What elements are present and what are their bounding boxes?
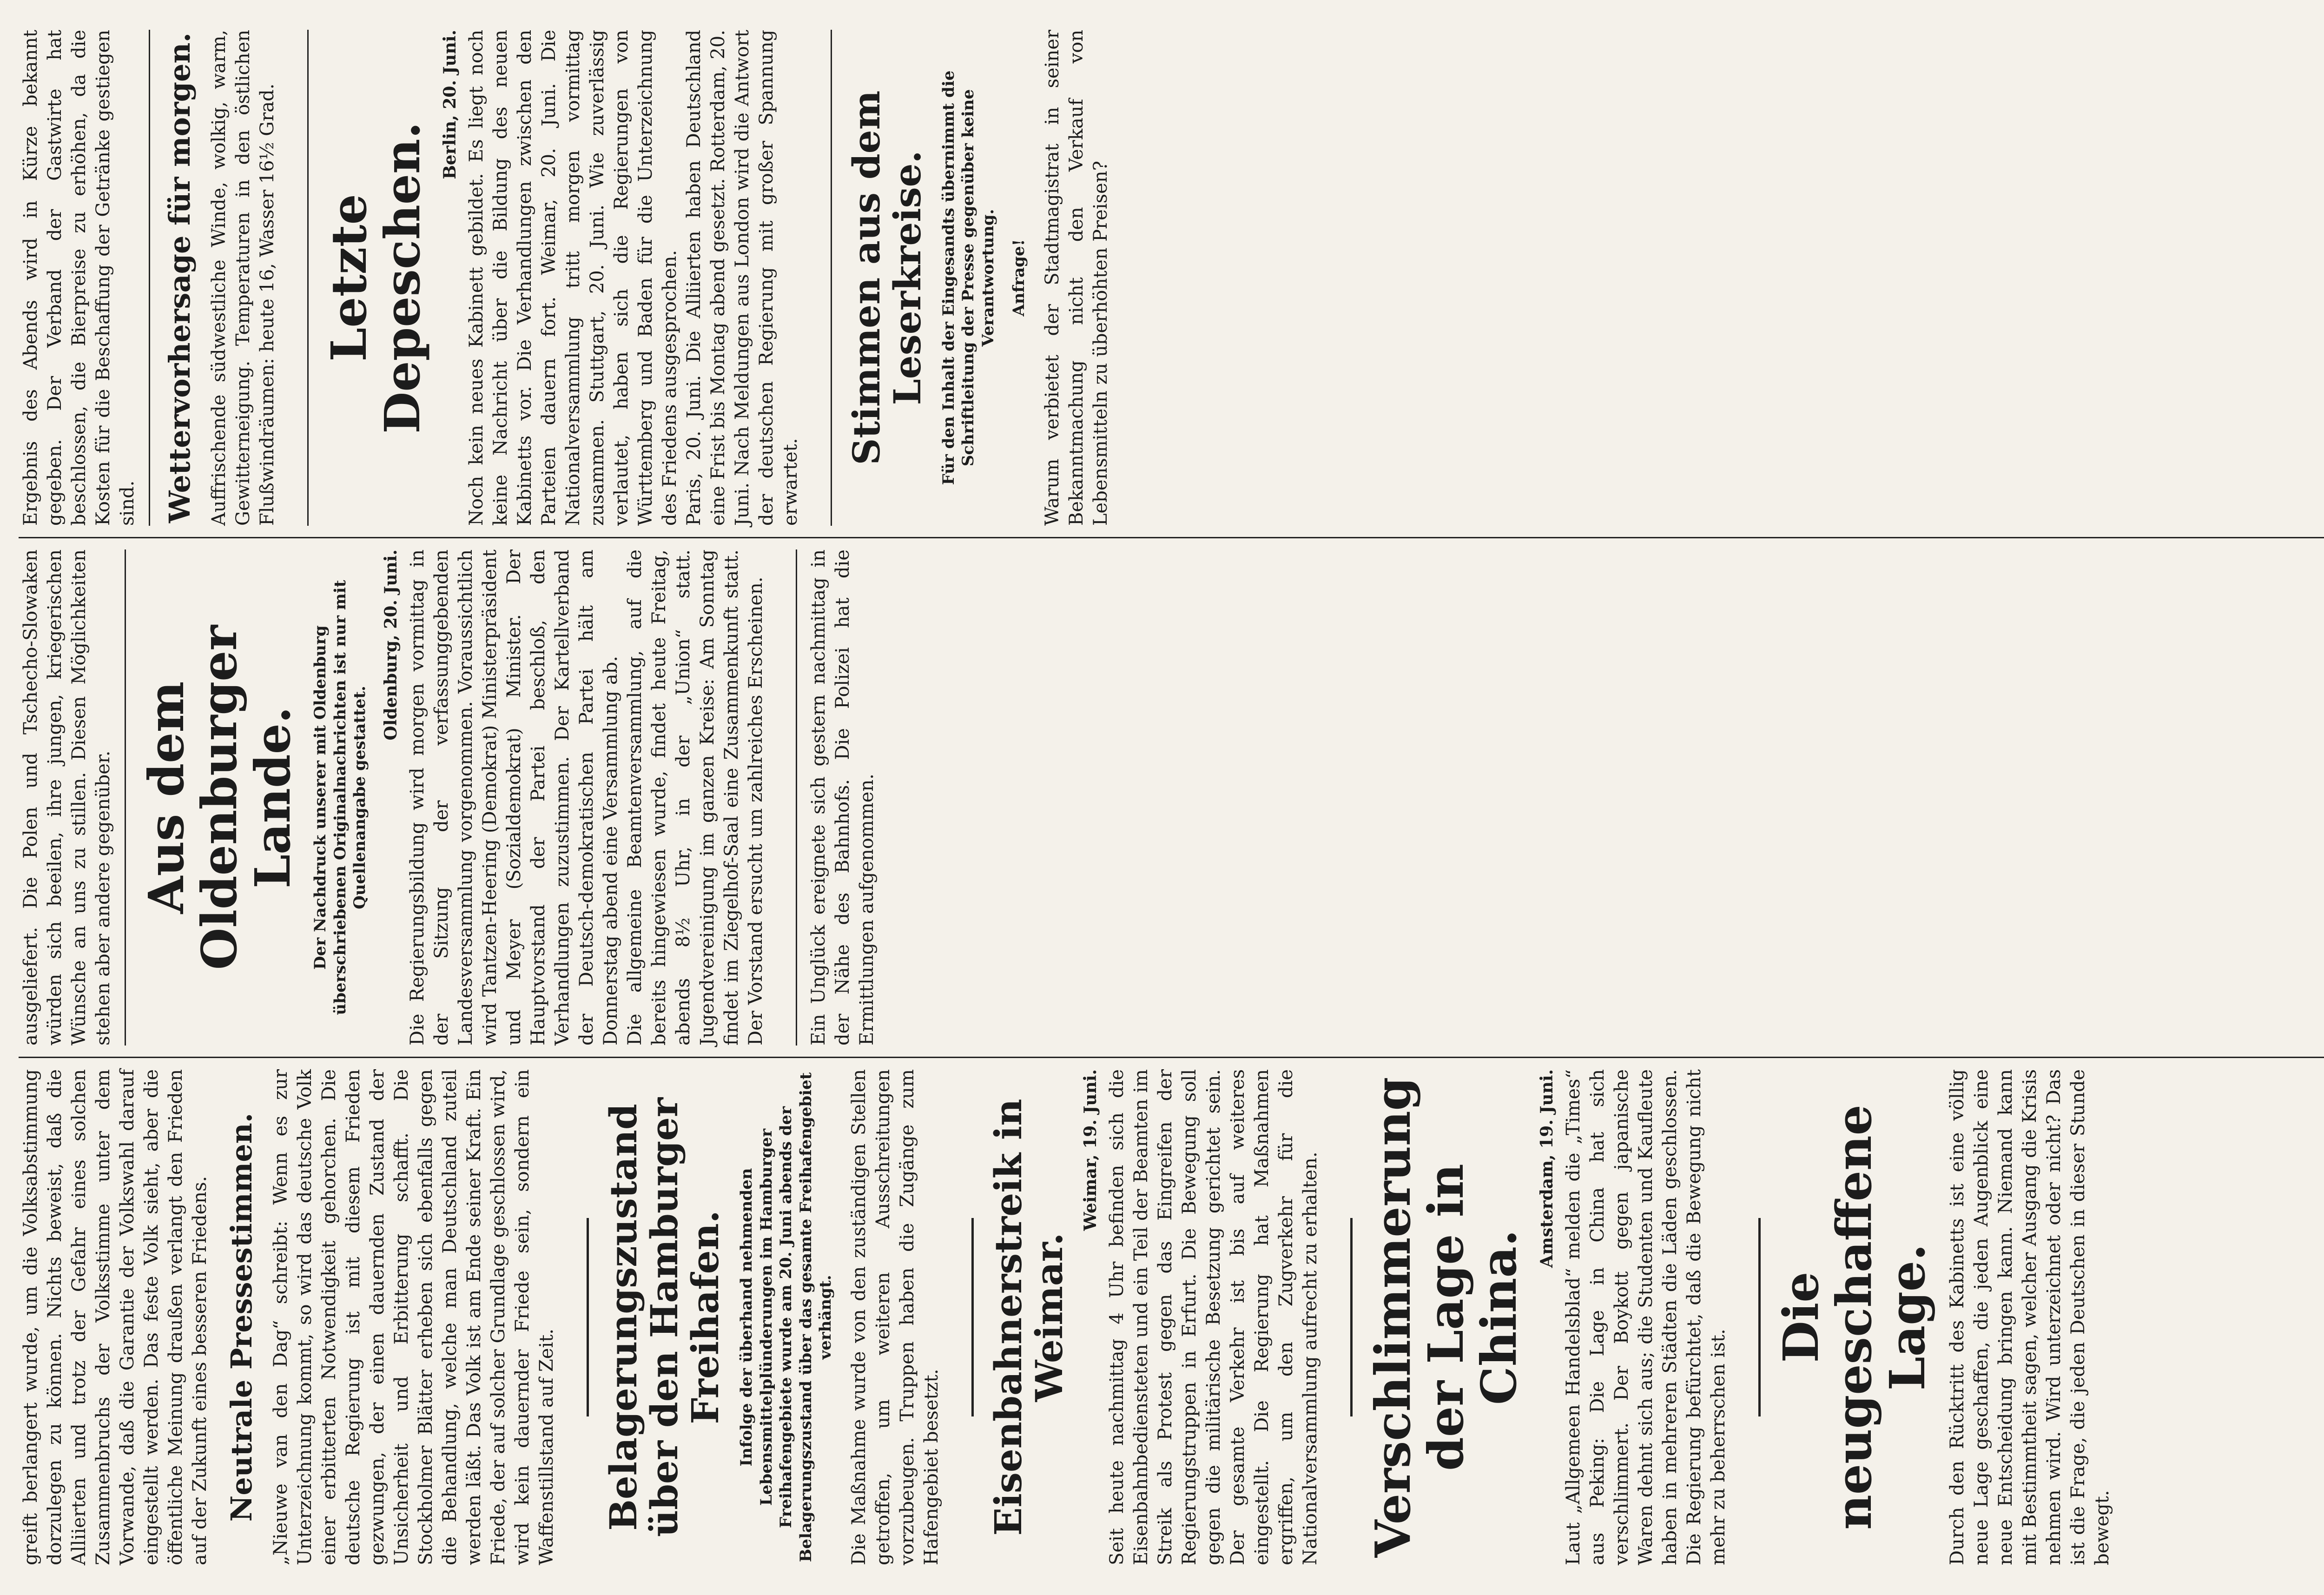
newspaper-column-3: [19, 19, 2324, 537]
article-headline: Aus dem Oldenburger Lande.: [138, 625, 301, 970]
article-body: Laut „Allgemeen Handelsblad“ melden die „Times“ aus Peking: Die Lage in China hat sich verschlimmert. Der Boykott gegen japanische Waren dehnt sich aus; die Studenten und Kaufleute haben in mehreren Städten die Läden geschlossen. Die Regierung befürchtet, daß die Bewegung nicht mehr zu beherrschen ist.: [1562, 1069, 1729, 1565]
article-body: Die Maßnahme wurde von den zuständigen Stellen getroffen, um weiteren Ausschreitungen vorzubeugen. Truppen haben die Zugänge zum Hafengebiet besetzt.: [848, 1069, 942, 1565]
article-kicker: Anfrage!: [1010, 239, 1029, 317]
article-leserkreise: [846, 30, 1113, 526]
newspaper-column-2: [19, 537, 2324, 1057]
column-2-opening-text: ausgeliefert. Die Polen und Tschecho-Slowaken würden sich beeilen, ihre jungen, kriegerischen Wünsche an uns zu stillen. Diesen Möglichkeiten stehen aber andere gegenüber.: [20, 549, 114, 1046]
article-divider: [1758, 1218, 1761, 1416]
article-headline: Wettervorhersage für morgen.: [163, 32, 197, 523]
section-divider: [307, 30, 309, 526]
article-body-continued: Paris, 20. Juni. Die Alliierten haben Deutschland eine Frist bis Montag abend gesetzt. Rotterdam, 20. Juni. Nach Meldungen aus London wird die Antwort der deutschen Regierung mit großer Spannung erwartet.: [683, 30, 801, 526]
article-letzte-depeschen: [320, 30, 803, 526]
section-divider: [149, 30, 150, 526]
article-body: Die Regierungsbildung wird morgen vormittag in der Sitzung der verfassunggebenden Landesversammlung vorgenommen. Voraussichtlich wird Tantzen-Heering (Demokrat) Ministerpräsident und Meyer (Sozialdemokrat) Minister. Der Hauptvorstand der Partei beschloß, den Verhandlungen zuzustimmen. Der Kartellverband der Deutsch-demokratischen Partei hält am Donnerstag abend eine Versammlung ab.: [406, 549, 621, 1046]
article-body: „Nieuwe van den Dag“ schreibt: Wenn es zur Unterzeichnung kommt, so wird das deutsche Volk einer erbitterten Notwendigkeit gehorchen. Die deutsche Regierung ist mit diesem Frieden gezwungen, der einen dauernden Zustand der Unsicherheit und Erbitterung schafft. Die Stockholmer Blätter erheben sich ebenfalls gegen die Behandlung, welche man Deutschland zuteil werden läßt. Das Volk ist am Ende seiner Kraft. Ein Friede, der auf solcher Grundlage geschlossen wird, wird kein dauernder Friede sein, sondern ein Waffenstillstand auf Zeit.: [270, 1069, 558, 1565]
article-divider: [587, 1218, 589, 1416]
article-body: Ein Unglück ereignete sich gestern nachmittag in der Nähe des Bahnhofs. Die Polizei hat die Ermittlungen aufgenommen.: [807, 549, 878, 1046]
newspaper-column-1: [19, 1057, 2324, 1576]
article-subhead: Der Nachdruck unserer mit Oldenburg überschriebenen Originalnachrichten ist nur mit Quellenangabe gestattet.: [311, 580, 370, 1015]
column-1-opening-text: greift berlangert wurde, um die Volksabstimmung dorzulegen zu können. Nichts beweist, daß die Alliierten und trotz der Gefahr eines solchen Zusammenbruchs der Volksstimme unter dem Vorwande, daß die Garantie der Volkswahl darauf eingestellt werden. Das feste Volk sieht, aber die öffentliche Meinung draußen verlangt den Frieden auf der Zukunft eines besseren Friedens.: [20, 1069, 211, 1565]
article-belagerungszustand: [603, 1069, 944, 1565]
newspaper-columns: [19, 19, 2324, 1576]
article-headline: Eisenbahnerstreik in Weimar.: [986, 1099, 1071, 1536]
column-3-opening-text: Ergebnis des Abends wird in Kürze bekannt gegeben. Der Verband der Gastwirte hat beschlossen, die Bierpreise zu erhöhen, da die Kosten für die Beschaffung der Getränke gestiegen sind.: [20, 30, 138, 526]
article-body-continued: Die allgemeine Beamtenversammlung, auf die bereits hingewiesen wurde, findet heute Freitag, abends 8½ Uhr, in der „Union“ statt. Jugendvereinigung im ganzen Kreise: Am Sonntag findet im Ziegelhof-Saal eine Zusammenkunft statt. Der Vorstand ersucht um zahlreiches Erscheinen.: [624, 549, 766, 1046]
article-body: Warum verbietet der Stadtmagistrat in seiner Bekanntmachung nicht den Verkauf von Lebensmitteln zu überhöhten Preisen?: [1041, 30, 1111, 526]
article-wettervorhersage: [164, 30, 279, 526]
article-body: Auffrischende südwestliche Winde, wolkig, warm, Gewitterneigung. Temperaturen in den östlichen Flußwindräumen: heute 16, Wasser 16½ Grad.: [208, 30, 278, 526]
article-eisenbahnerstreik: [988, 1069, 1322, 1565]
section-divider: [796, 549, 797, 1046]
article-dateline: Oldenburg, 20. Juni.: [381, 549, 401, 741]
article-neugeschaffene-lage: [1772, 1069, 2114, 1565]
article-dateline: Amsterdam, 19. Juni.: [1537, 1069, 1557, 1268]
article-headline: Verschlimmerung der Lage in China.: [1364, 1077, 1528, 1558]
article-headline: Neutrale Pressestimmen.: [224, 1112, 258, 1522]
article-local-news: [806, 549, 879, 1046]
article-dateline: Berlin, 20. Juni.: [440, 30, 460, 179]
article-headline: Letzte Depeschen.: [320, 122, 431, 434]
article-body: Noch kein neues Kabinett gebildet. Es liegt noch keine Nachricht über die Bildung des neuen Kabinetts vor. Die Verhandlungen zwischen den Parteien dauern fort. Weimar, 20. Juni. Die Nationalversammlung tritt morgen vormittag zusammen. Stuttgart, 20. Juni. Wie zuverlässig verlautet, haben sich die Regierungen von Württemberg und Baden für die Unterzeichnung des Friedens ausgesprochen.: [465, 30, 680, 526]
article-neutrale-pressestimmen: [226, 1069, 559, 1565]
section-divider: [831, 30, 832, 526]
article-oldenburger-lande: [140, 549, 768, 1046]
section-divider: [125, 549, 126, 1046]
article-headline: Belagerungszustand über den Hamburger Freihafen.: [601, 1097, 727, 1537]
article-divider: [971, 1218, 974, 1416]
article-body: Durch den Rücktritt des Kabinetts ist eine völlig neue Lage geschaffen, die jeden Augenblick eine neue Entscheidung bringen kann. Niemand kann mit Bestimmtheit sagen, welcher Ausgang die Krisis nehmen wird. Wird unterzeichnet oder nicht? Das ist die Frage, die jeden Deutschen in dieser Stunde bewegt.: [1947, 1069, 2113, 1565]
article-body: Seit heute nachmittag 4 Uhr befinden sich die Eisenbahnbediensteten und ein Teil der Beamten im Streik als Protest gegen das Eingreifen der Regierungstruppen in Erfurt. Die Bewegung soll gegen die militärische Besetzung gerichtet sein. Der gesamte Verkehr ist bis auf weiteres eingestellt. Die Regierung hat Maßnahmen ergriffen, um den Zugverkehr für die Nationalversammlung aufrecht zu erhalten.: [1106, 1069, 1321, 1565]
article-china: [1364, 1069, 1730, 1565]
article-subhead: Infolge der überhand nehmenden Lebensmittelplünderungen im Hamburger Freihafengebiete wurde am 20. Juni abends der Belagerungszustand über das gesamte Freihafengebiet verhängt.: [737, 1072, 835, 1562]
article-headline: Stimmen aus dem Leserkreise.: [844, 90, 929, 465]
article-headline: Die neugeschaffene Lage.: [1772, 1105, 1936, 1530]
article-subhead: Für den Inhalt der Eingesandts übernimmt die Schriftleitung der Presse gegenüber keine Verantwortung.: [939, 70, 997, 485]
article-divider: [1350, 1218, 1353, 1416]
article-dateline: Weimar, 19. Juni.: [1080, 1069, 1100, 1231]
